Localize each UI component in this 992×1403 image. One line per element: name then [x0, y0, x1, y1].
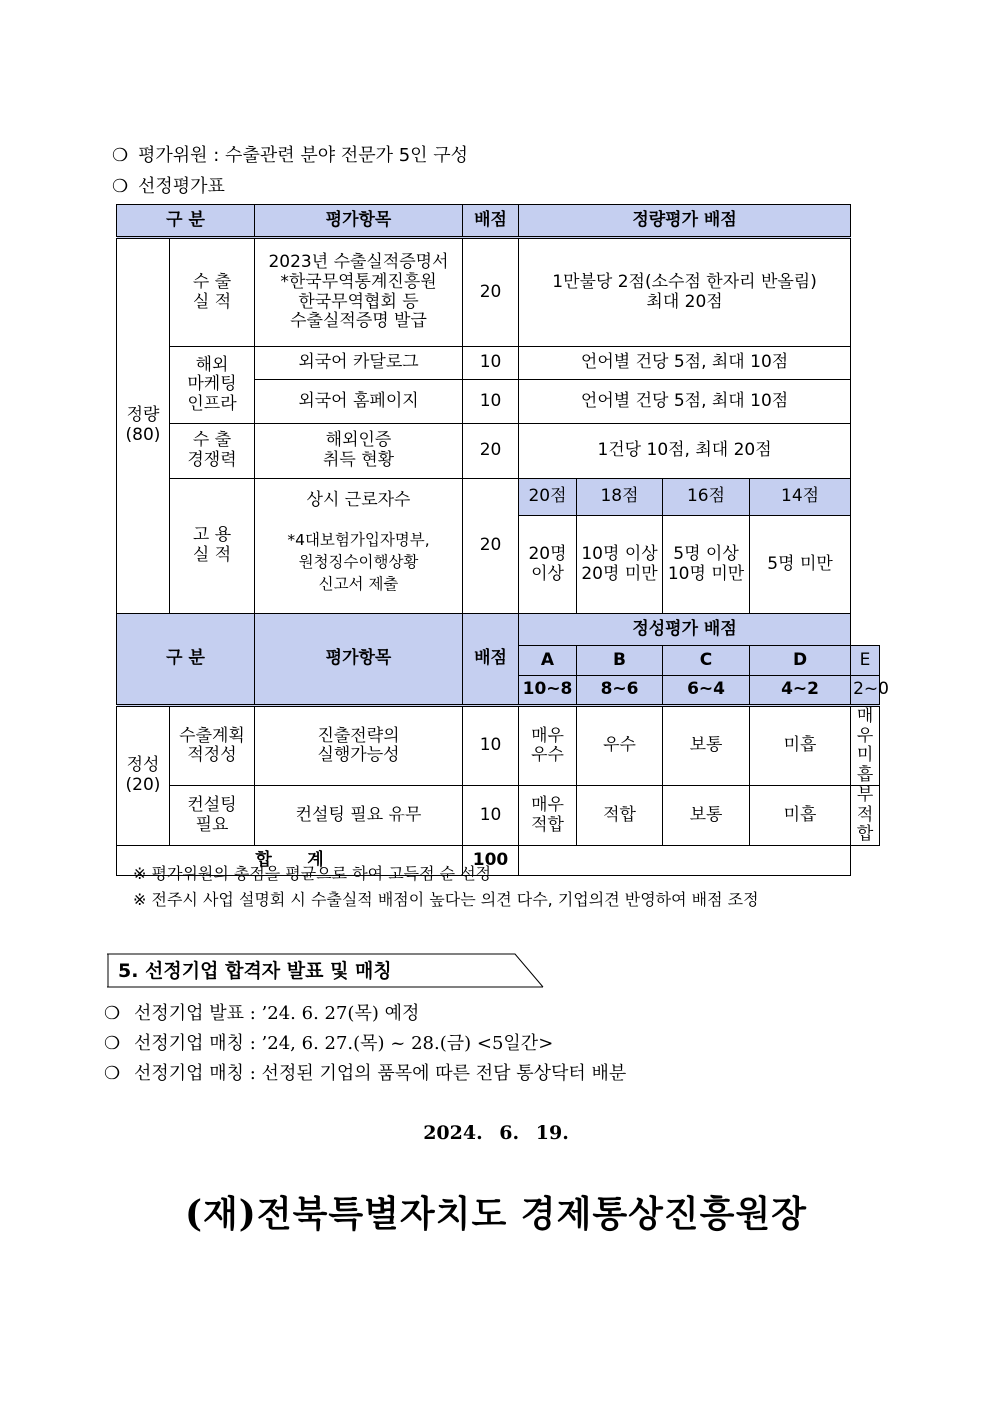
grade-label: B	[577, 646, 663, 676]
cell-grade: 미흡	[750, 786, 851, 846]
section-line: ❍ 선정기업 매칭 : 선정된 기업의 품목에 따른 전담 통상닥터 배분	[104, 1063, 627, 1084]
header-item: 평가항목	[255, 205, 463, 238]
total-empty	[519, 845, 851, 875]
document-date: 2024. 6. 19.	[423, 1122, 569, 1144]
group-quant: 정량 (80)	[117, 238, 170, 614]
section-title: 5. 선정기업 합격자 발표 및 매칭	[118, 960, 392, 982]
total-score: 100	[463, 845, 519, 875]
cell-score: 20	[463, 479, 519, 614]
grade-range: 2~0	[851, 676, 880, 706]
cell-item: 컨설팅 필요 유무	[255, 786, 463, 846]
cell-score: 20	[463, 424, 519, 479]
cell-criteria: 언어별 건당 5점, 최대 10점	[519, 380, 851, 424]
note: ※ 평가위원의 총점을 평균으로 하여 고득점 순 선정	[133, 864, 492, 883]
cell-score: 10	[463, 347, 519, 380]
issuer-name: (재)전북특별자치도 경제통상진흥원장	[184, 1193, 808, 1235]
cell-category: 고 용 실 적	[170, 479, 255, 614]
cell-score: 10	[463, 706, 519, 786]
employment-level: 14점	[750, 479, 851, 516]
evaluation-table	[116, 204, 889, 876]
header-score: 배점	[463, 205, 519, 238]
cell-criteria: 언어별 건당 5점, 최대 10점	[519, 347, 851, 380]
employment-range: 20명 이상	[519, 516, 577, 614]
cell-grade: 우수	[577, 706, 663, 786]
cell-category: 수출계획 적정성	[170, 706, 255, 786]
note: ※ 전주시 사업 설명회 시 수출실적 배점이 높다는 의견 다수, 기업의견 반영하여 배점 조정	[133, 890, 759, 909]
cell-category: 해외 마케팅 인프라	[170, 347, 255, 424]
employment-item-main: 상시 근로자수	[306, 490, 411, 510]
cell-grade: 보통	[663, 706, 750, 786]
cell-score: 10	[463, 380, 519, 424]
circle-bullet-icon: ❍	[112, 145, 129, 166]
cell-category: 수 출 실 적	[170, 238, 255, 347]
grade-range: 10~8	[519, 676, 577, 706]
grade-label: D	[750, 646, 851, 676]
circle-bullet-icon: ❍	[104, 1063, 121, 1084]
grade-label: C	[663, 646, 750, 676]
group-qual: 정성 (20)	[117, 706, 170, 846]
cell-score: 20	[463, 238, 519, 347]
employment-item-note: *4대보험가입자명부, 원청징수이행상황 신고서 제출	[287, 530, 430, 594]
qual-header-item: 평가항목	[255, 614, 463, 706]
circle-bullet-icon: ❍	[104, 1003, 121, 1024]
grade-label: A	[519, 646, 577, 676]
cell-item: 해외인증 취득 현황	[255, 424, 463, 479]
cell-item: 외국어 카달로그	[255, 347, 463, 380]
grade-label: E	[851, 646, 880, 676]
cell-category: 수 출 경쟁력	[170, 424, 255, 479]
employment-range: 5명 이상 10명 미만	[663, 516, 750, 614]
employment-level: 16점	[663, 479, 750, 516]
section-line: ❍ 선정기업 발표 : ’24. 6. 27(목) 예정	[104, 1003, 420, 1024]
grade-range: 8~6	[577, 676, 663, 706]
circle-bullet-icon: ❍	[112, 176, 129, 197]
employment-range: 5명 미만	[750, 516, 851, 614]
cell-grade: 미흡	[750, 706, 851, 786]
cell-grade: 매우 우수	[519, 706, 577, 786]
employment-level: 20점	[519, 479, 577, 516]
cell-criteria: 1건당 10점, 최대 20점	[519, 424, 851, 479]
cell-item: 2023년 수출실적증명서 *한국무역통계진흥원 한국무역협회 등 수출실적증명 발급	[255, 238, 463, 347]
intro-evaluators: ❍ 평가위원 : 수출관련 분야 전문가 5인 구성	[112, 145, 469, 166]
cell-grade: 매우 미흡	[851, 706, 880, 786]
grade-range: 4~2	[750, 676, 851, 706]
section-line: ❍ 선정기업 매칭 : ’24, 6. 27.(목) ~ 28.(금) <5일간>	[104, 1033, 554, 1054]
header-category: 구 분	[117, 205, 255, 238]
cell-criteria: 1만불당 2점(소수점 한자리 반올림) 최대 20점	[519, 238, 851, 347]
qual-header-title: 정성평가 배점	[519, 614, 851, 646]
grade-range: 6~4	[663, 676, 750, 706]
qual-header-score: 배점	[463, 614, 519, 706]
cell-grade: 보통	[663, 786, 750, 846]
employment-level: 18점	[577, 479, 663, 516]
cell-item	[255, 479, 463, 614]
cell-grade: 부적합	[851, 786, 880, 846]
header-quant: 정량평가 배점	[519, 205, 851, 238]
cell-category: 컨설팅 필요	[170, 786, 255, 846]
cell-item: 진출전략의 실행가능성	[255, 706, 463, 786]
cell-grade: 적합	[577, 786, 663, 846]
qual-header-category: 구 분	[117, 614, 255, 706]
circle-bullet-icon: ❍	[104, 1033, 121, 1054]
total-label: 합 계	[117, 845, 463, 875]
cell-score: 10	[463, 786, 519, 846]
intro-evaluation-table-title: ❍ 선정평가표	[112, 176, 225, 197]
cell-item: 외국어 홈페이지	[255, 380, 463, 424]
employment-range: 10명 이상 20명 미만	[577, 516, 663, 614]
cell-grade: 매우 적합	[519, 786, 577, 846]
